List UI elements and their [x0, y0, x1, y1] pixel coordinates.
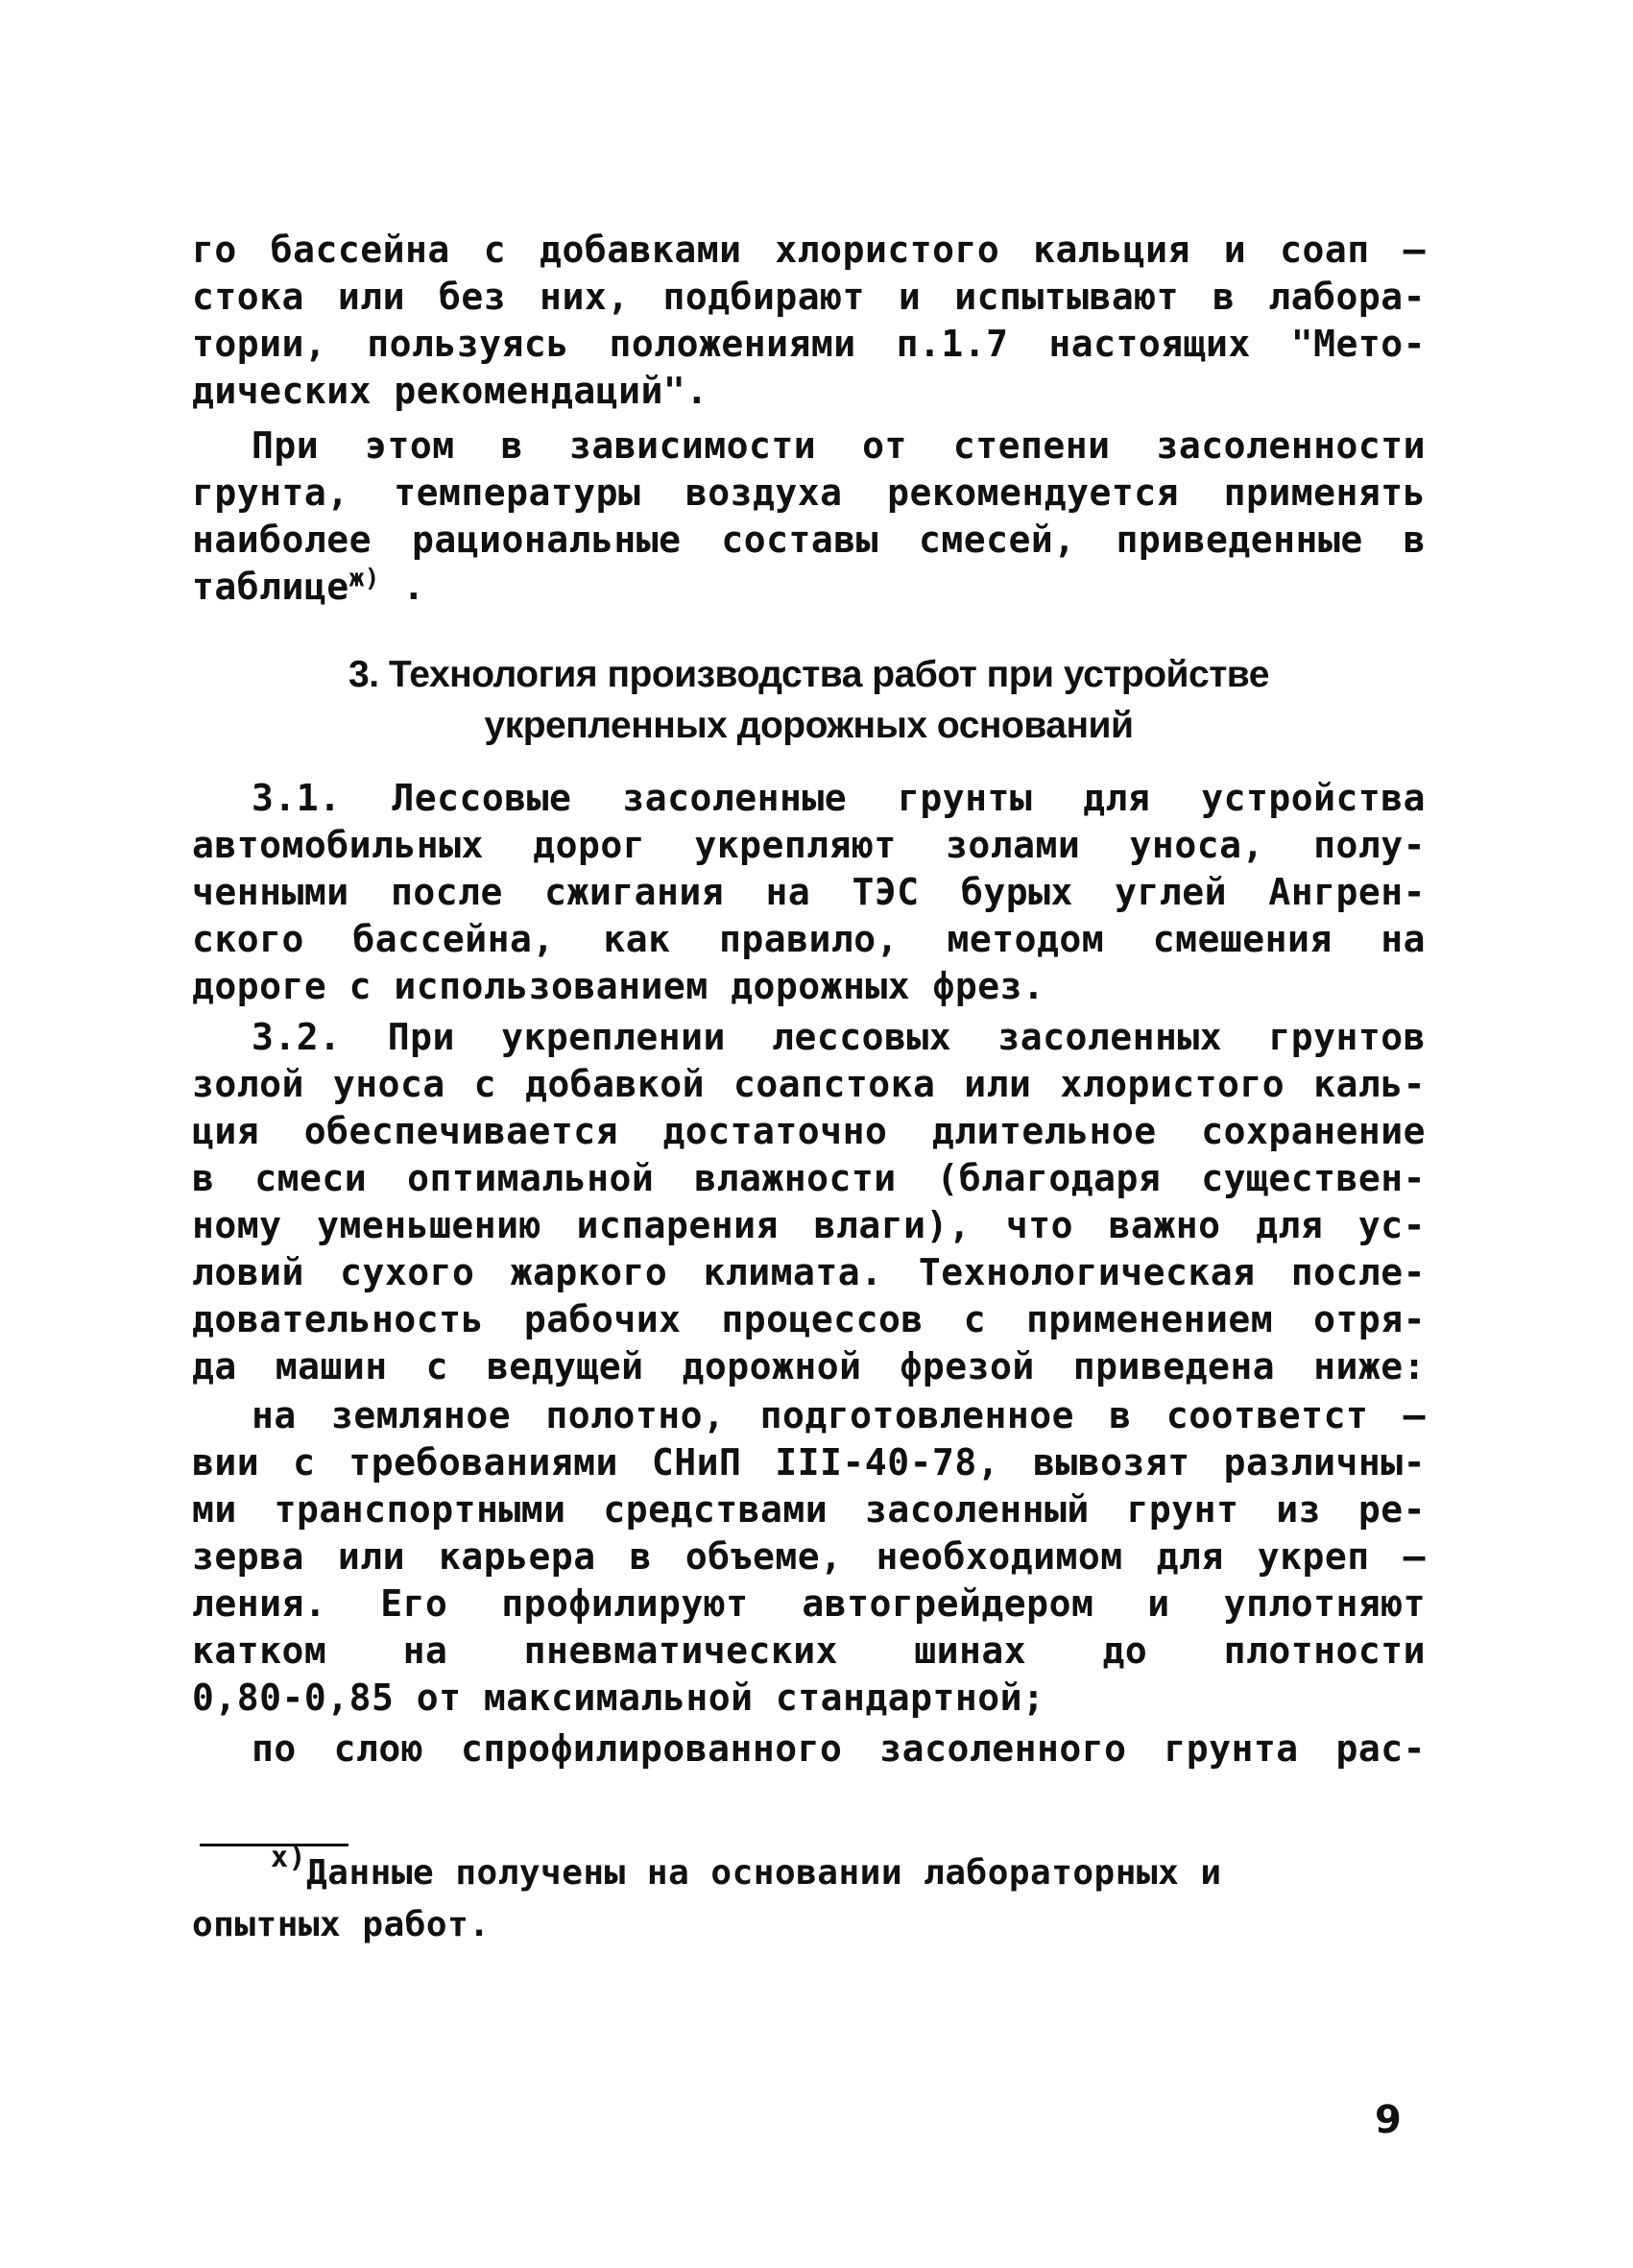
text-line: катком на пневматических шинах до плотности: [192, 1629, 1426, 1672]
text-line: ловий сухого жаркого климата. Технологическая после-: [192, 1251, 1426, 1293]
text-line: ского бассейна, как правило, методом смешения на: [192, 918, 1426, 960]
text-line: по слою спрофилированного засоленного грунта рас-: [252, 1727, 1426, 1770]
text-line: автомобильных дорог укрепляют золами уноса, полу-: [192, 824, 1426, 866]
footnote-marker: x): [271, 1841, 307, 1874]
text-line: 0,80-0,85 от максимальной стандартной;: [192, 1677, 1045, 1719]
section-heading: [192, 649, 1426, 751]
text-line: тории, пользуясь положениями п.1.7 настоящих "Мето-: [192, 323, 1426, 365]
intro-paragraph: [192, 227, 1426, 415]
paragraph-3-2: [192, 1014, 1426, 1390]
text-line: да машин с ведущей дорожной фрезой приведена ниже:: [192, 1345, 1426, 1387]
salinity-paragraph: [192, 422, 1426, 611]
layer-paragraph: [192, 1725, 1426, 1773]
text-line: ция обеспечивается достаточно длительное сохранение: [192, 1110, 1426, 1152]
text-line: ному уменьшению испарения влаги), что важно для ус-: [192, 1204, 1426, 1246]
text-fragment: .: [402, 566, 425, 608]
text-line: довательность рабочих процессов с применением отря-: [192, 1298, 1426, 1340]
page-number: 9: [1375, 2098, 1402, 2142]
text-line: ченными после сжигания на ТЭС бурых углей Ангрен-: [192, 871, 1426, 913]
text-line: в смеси оптимальной влажности (благодаря существен-: [192, 1157, 1426, 1199]
paragraph-3-1: [192, 775, 1426, 1010]
heading-line: 3. Технология производства работ при устройстве: [348, 654, 1269, 695]
footnote: [192, 1841, 1426, 1950]
footnote-line: опытных работ.: [192, 1905, 491, 1944]
footnote-reference: ж): [348, 564, 380, 593]
text-line: го бассейна с добавками хлористого кальция и соап –: [192, 229, 1426, 271]
text-line: дороге с использованием дорожных фрез.: [192, 965, 1045, 1007]
text-line: 3.1. Лессовые засоленные грунты для устройства: [252, 777, 1426, 819]
text-line: [192, 564, 1426, 611]
text-line: грунта, температуры воздуха рекомендуется применять: [192, 471, 1426, 514]
footnote-line: [192, 1841, 1426, 1900]
text-line: стока или без них, подбирают и испытывают в лабора-: [192, 276, 1426, 318]
text-line: вии с требованиями СНиП III-40-78, вывозят различны-: [192, 1441, 1426, 1484]
text-line: золой уноса с добавкой соапстока или хлористого каль-: [192, 1063, 1426, 1105]
text-line: ления. Его профилируют автогрейдером и уплотняют: [192, 1582, 1426, 1625]
text-line: дических рекомендаций".: [192, 370, 708, 412]
subgrade-paragraph: [192, 1392, 1426, 1722]
text-line: наиболее рациональные составы смесей, приведенные в: [192, 519, 1426, 561]
text-line: При этом в зависимости от степени засоленности: [252, 424, 1426, 467]
text-line: на земляное полотно, подготовленное в соответст –: [252, 1394, 1426, 1436]
text-line: зерва или карьера в объеме, необходимом для укреп –: [192, 1535, 1426, 1578]
text-line: ми транспортными средствами засоленный грунт из ре-: [192, 1488, 1426, 1531]
footnote-text: Данные получены на основании лабораторных и: [306, 1853, 1222, 1893]
heading-line: укрепленных дорожных оснований: [484, 705, 1134, 746]
text-fragment: таблице: [192, 566, 349, 608]
text-line: 3.2. При укреплении лессовых засоленных грунтов: [252, 1016, 1426, 1058]
